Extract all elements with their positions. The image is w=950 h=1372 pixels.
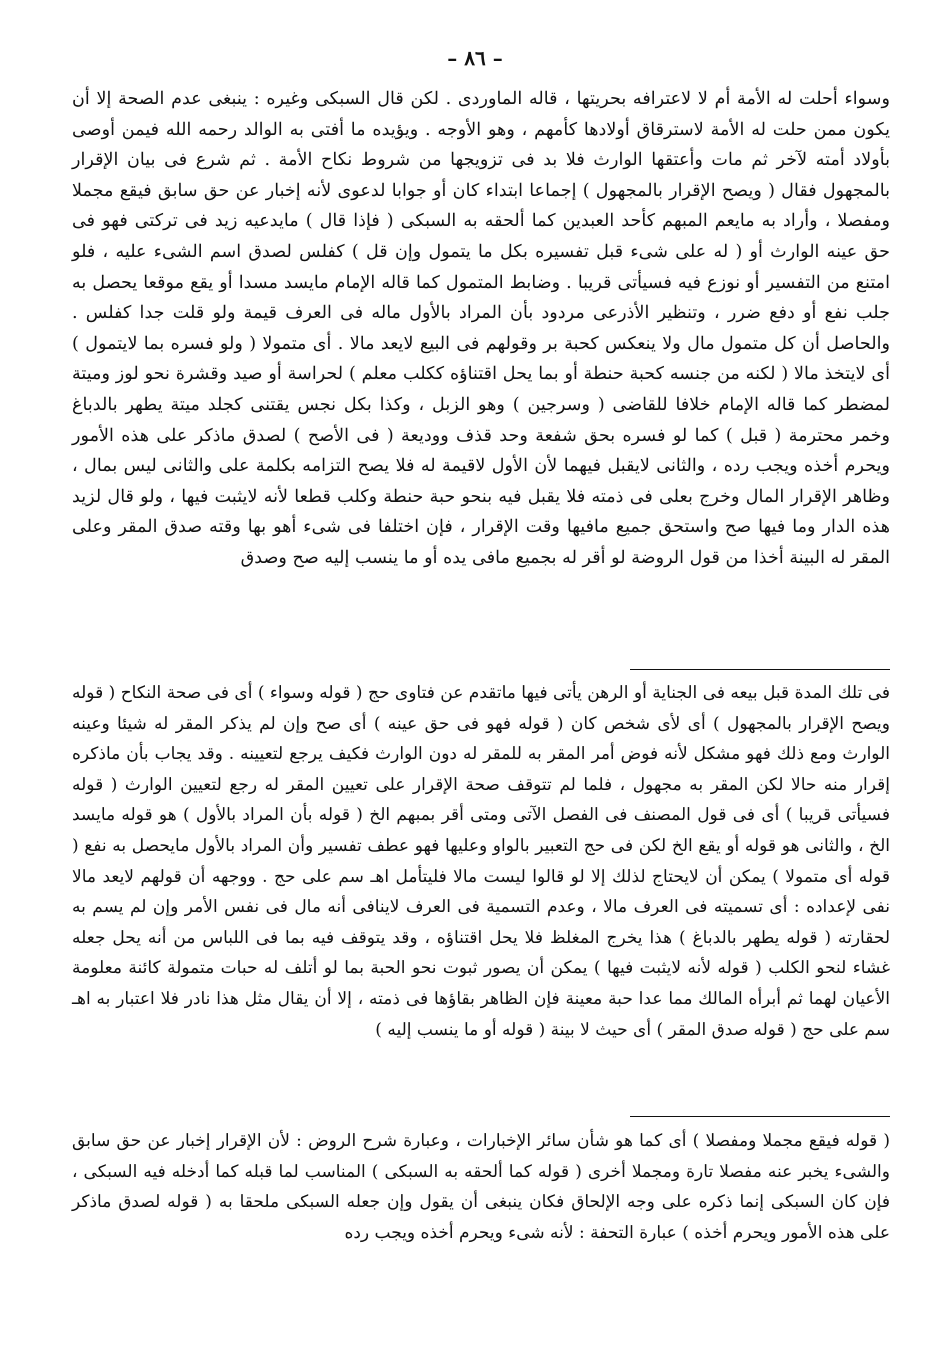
margin-commentary-2: ( قوله فيقع مجملا ومفصلا ) أى كما هو شأن سائر الإخبارات ، وعبارة شرح الروض : لأن الإقرار إخبار عن حق سابق والشىء يخبر عنه مفصلا تارة ومجملا أخرى ( قوله كما ألحقه به السبكى ) المناسب لما قبله كما أدخله فيه السبكى ، فإن كان السبكى إنما ذكره على وجه الإلحاق فكان ينبغى أن يقول وإن جعله السبكى ملحقا به ( قوله لصدق ماذكر على هذه الأمور ويحرم أخذه ) عبارة التحفة : لأنه شىء ويحرم أخذه ويجب رده: [72, 1131, 890, 1243]
margin-commentary-1: فى تلك المدة قبل بيعه فى الجناية أو الرهن يأتى فيها ماتقدم عن فتاوى حج ( قوله وسواء ) أى فى صحة النكاح ( قوله ويصح الإقرار بالمجهول ) أى لأى شخص كان ( قوله فهو فى حق عينه ) أى صح وإن لم يذكر المقر له شيئا وعينه الوارث ومع ذلك فهو مشكل لأنه فوض أمر المقر به للمقر له دون الوارث فكيف يرجع لتعيينه . وقد يجاب بأن ماذكره إقرار منه حالا لكن المقر به مجهول ، فلما لم تتوقف صحة الإقرار على تعيين المقر له رجع لتعيين الوارث ( قوله فسيأتى قريبا ) أى فى قول المصنف فى الفصل الآتى ومتى أقر بمبهم الخ ( قوله بأن المراد بالأول ) هو قوله مايسد الخ ، والثانى هو قوله أو يقع الخ لكن فى حج التعبير بالواو وعليها فهو عطف تفسير وأن المراد بالأول مايحصل به نفع ( قوله أى متمولا ) يمكن أن لايحتاج لذلك إلا لو قالوا ليست مالا فليتأمل اهـ سم على حج . ووجهه أن قولهم لايعد مالا نفى لإعداده : أى تسميته فى العرف مالا ، وعدم التسمية فى العرف لاينافى أنه مال فى نفس الأمر وإن لم يسم به لحقارته ( قوله يطهر بالدباغ ) هذا يخرج المغلظ فلا يحل اقتناؤه ، وقد يتوقف فيه بما فى اللباس من أنه يحل جعله غشاء لنحو الكلب ( قوله لأنه لايثبت فيها ) يمكن أن يصور ثبوت نحو الحبة بما لو أتلف له حبات متمولة كائنة معلومة الأعيان لهما ثم أبرأه المالك مما عدا حبة معينة فإن الظاهر بقاؤها فى ذمته ، إلا أن يقال مثل هذا نادر فلا اعتبار به اهـ سم على حج ( قوله صدق المقر ) أى حيث لا بينة ( قوله أو ما ينسب إليه ): [72, 683, 891, 1040]
main-text-body: وسواء أحلت له الأمة أم لا لاعترافه بحريتها ، قاله الماوردى . لكن قال السبكى وغيره : ينبغى عدم الصحة إلا أن يكون ممن حلت له الأمة لاسترقاق أولادها كأمهم ، وهو الأوجه . ويؤيده ما أفتى به الوالد رحمه الله فيمن أوصى بأولاد أمته لآخر ثم مات وأعتقها الوارث فلا بد فى تزويجها من شروط نكاح الأمة . ثم شرع فى بيان الإقرار بالمجهول فقال ( ويصح الإقرار بالمجهول ) إجماعا ابتداء كان أو جوابا لدعوى لأنه إخبار عن حق سابق فيقع مجملا ومفصلا ، وأراد به مايعم المبهم كأحد العبدين كما ألحقه به السبكى ( فإذا قال ) مايدعيه زيد فى تركتى فهو فى حق عينه الوارث أو ( له على شىء قبل تفسيره بكل ما يتمول وإن قل ) كفلس لصدق اسم الشىء عليه ، فلو امتنع من التفسير أو نوزع فيه فسيأتى قريبا . وضابط المتمول كما قاله الإمام مايسد مسدا أو يقع موقعا يحصل به جلب نفع أو دفع ضرر ، وتنظير الأذرعى مردود بأن المراد بالأول ماله فى العرف قيمة ولو قلت جدا كفلس . والحاصل أن كل متمول مال ولا ينعكس كحبة بر وقولهم فى البيع لايعد مالا . أى متمولا ( ولو فسره بما لايتمول ) أى لايتخذ مالا ( لكنه من جنسه كحبة حنطة أو بما يحل اقتناؤه ككلب معلم ) لحراسة أو صيد وقشرة نحو لوز وميتة لمضطر كما قاله الإمام خلافا للقاضى ( وسرجين ) وهو الزبل ، وكذا بكل نجس يقتنى كجلد ميتة يطهر بالدباغ وخمر محترمة ( قبل ) كما لو فسره بحق شفعة وحد قذف ووديعة ( فى الأصح ) لصدق ماذكر على هذه الأمور ويحرم أخذه ويجب رده ، والثانى لايقبل فيهما لأن الأول لاقيمة له فلا يصح التزامه بكلمة على والثانى ليس بمال ، وظاهر الإقرار المال وخرج بعلى فى ذمته فلا يقبل فيه بنحو حبة حنطة وكلب قطعا لأنه لايثبت فيها ، ولو قال لزيد هذه الدار وما فيها صح واستحق جميع مافيها وقت الإقرار ، فإن اختلفا فى شىء أهو بها وقته صدق المقر وعلى المقر له البينة أخذا من قول الروضة لو أقر له بجميع مافى يده أو ما ينسب إليه صح وصدق: [72, 89, 890, 568]
footnote-divider-2: [630, 1116, 890, 1117]
page-number: – ٨٦ –: [447, 46, 503, 70]
footnote-divider-1: [630, 669, 890, 670]
